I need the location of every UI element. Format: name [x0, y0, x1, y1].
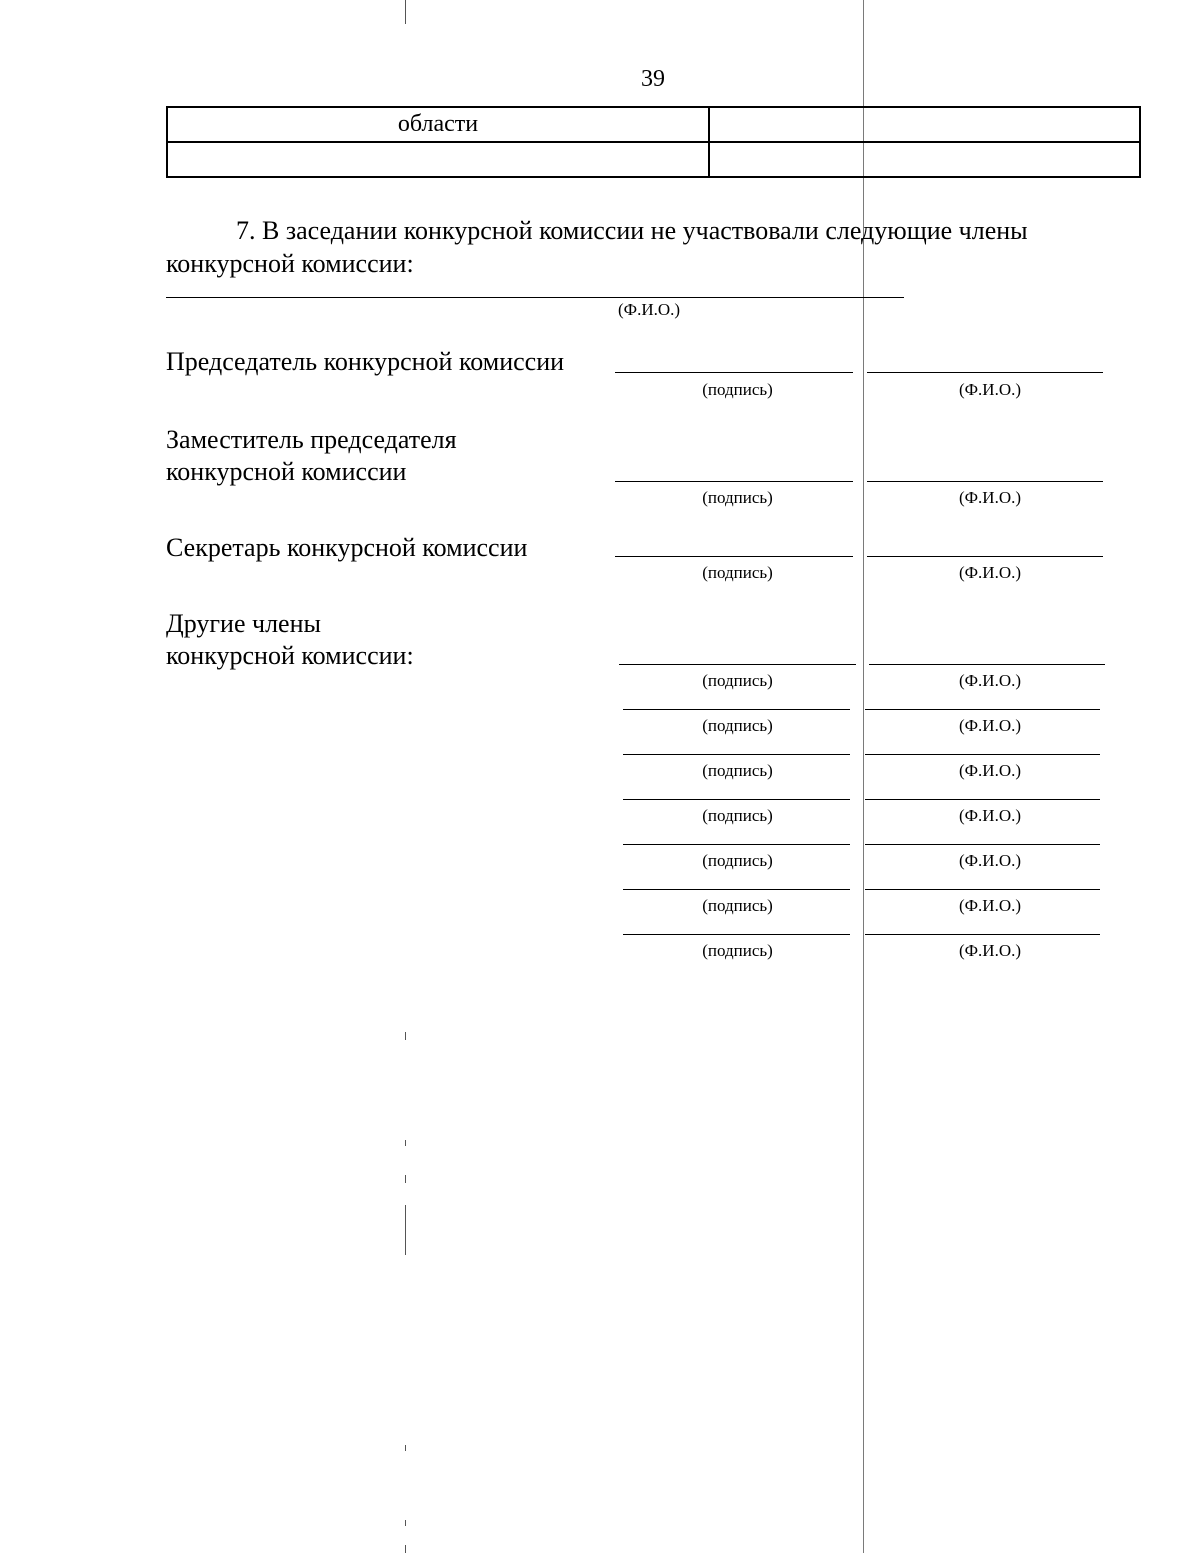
signature-line — [623, 799, 850, 800]
scan-artifact-mark — [405, 1140, 406, 1146]
signature-caption: (подпись) — [702, 563, 773, 582]
signature-caption: (подпись) — [702, 380, 773, 399]
fio-line — [865, 844, 1100, 845]
fio-line — [865, 889, 1100, 890]
signature-caption: (подпись) — [702, 671, 773, 690]
signature-caption: (подпись) — [702, 851, 773, 870]
fio-line — [867, 481, 1103, 482]
fio-caption: (Ф.И.О.) — [958, 488, 1022, 507]
secretary-label: Секретарь конкурсной комиссии — [166, 533, 528, 562]
fio-caption: (Ф.И.О.) — [958, 761, 1022, 780]
fio-line — [865, 799, 1100, 800]
fio-line — [867, 556, 1103, 557]
fio-caption: (Ф.И.О.) — [958, 716, 1022, 735]
paragraph-7-text: 7. В заседании конкурсной комиссии не участвовали следующие члены конкурсной комиссии: — [166, 216, 1028, 278]
signature-caption: (подпись) — [702, 488, 773, 507]
table-cell: области — [167, 107, 709, 142]
signature-caption: (подпись) — [702, 761, 773, 780]
fio-line — [867, 372, 1103, 373]
fio-caption: (Ф.И.О.) — [958, 851, 1022, 870]
signature-line — [623, 934, 850, 935]
others-label-line2: конкурсной комиссии: — [166, 641, 414, 670]
fio-line — [865, 709, 1100, 710]
signature-line — [623, 889, 850, 890]
fio-caption: (Ф.И.О.) — [958, 806, 1022, 825]
fio-caption: (Ф.И.О.) — [958, 896, 1022, 915]
table-row — [167, 107, 1140, 142]
fio-caption: (Ф.И.О.) — [958, 563, 1022, 582]
signature-line — [623, 709, 850, 710]
scan-artifact-mark — [405, 0, 406, 24]
fio-caption: (Ф.И.О.) — [958, 941, 1022, 960]
signature-line — [623, 844, 850, 845]
signature-caption: (подпись) — [702, 806, 773, 825]
chairman-label: Председатель конкурсной комиссии — [166, 347, 565, 376]
table-cell — [709, 107, 1140, 142]
deputy-label-line2: конкурсной комиссии — [166, 457, 407, 486]
scan-artifact-mark — [405, 1445, 406, 1451]
table-cell — [709, 142, 1140, 177]
scan-artifact-mark — [405, 1545, 406, 1553]
signature-caption: (подпись) — [702, 716, 773, 735]
signature-line — [623, 754, 850, 755]
fio-line — [865, 754, 1100, 755]
deputy-label-line1: Заместитель председателя — [166, 425, 457, 454]
table-row — [167, 142, 1140, 177]
fio-line — [869, 664, 1105, 665]
scan-artifact-mark — [405, 1205, 406, 1255]
others-label-line1: Другие члены — [166, 609, 321, 638]
signature-caption: (подпись) — [702, 941, 773, 960]
absent-members-line — [166, 297, 904, 298]
signature-caption: (подпись) — [702, 896, 773, 915]
scan-artifact-mark — [405, 1520, 406, 1526]
absent-members-caption: (Ф.И.О.) — [618, 300, 681, 319]
signature-line — [615, 556, 853, 557]
paragraph-7 — [166, 214, 1126, 280]
fio-caption: (Ф.И.О.) — [958, 380, 1022, 399]
page-number: 39 — [641, 66, 665, 92]
continuation-table — [166, 106, 1141, 178]
scan-artifact-mark — [405, 1175, 406, 1183]
fio-line — [865, 934, 1100, 935]
signature-line — [615, 481, 853, 482]
signature-line — [619, 664, 856, 665]
fio-caption: (Ф.И.О.) — [958, 671, 1022, 690]
table-cell — [167, 142, 709, 177]
scan-artifact-mark — [405, 1032, 406, 1040]
signature-line — [615, 372, 853, 373]
